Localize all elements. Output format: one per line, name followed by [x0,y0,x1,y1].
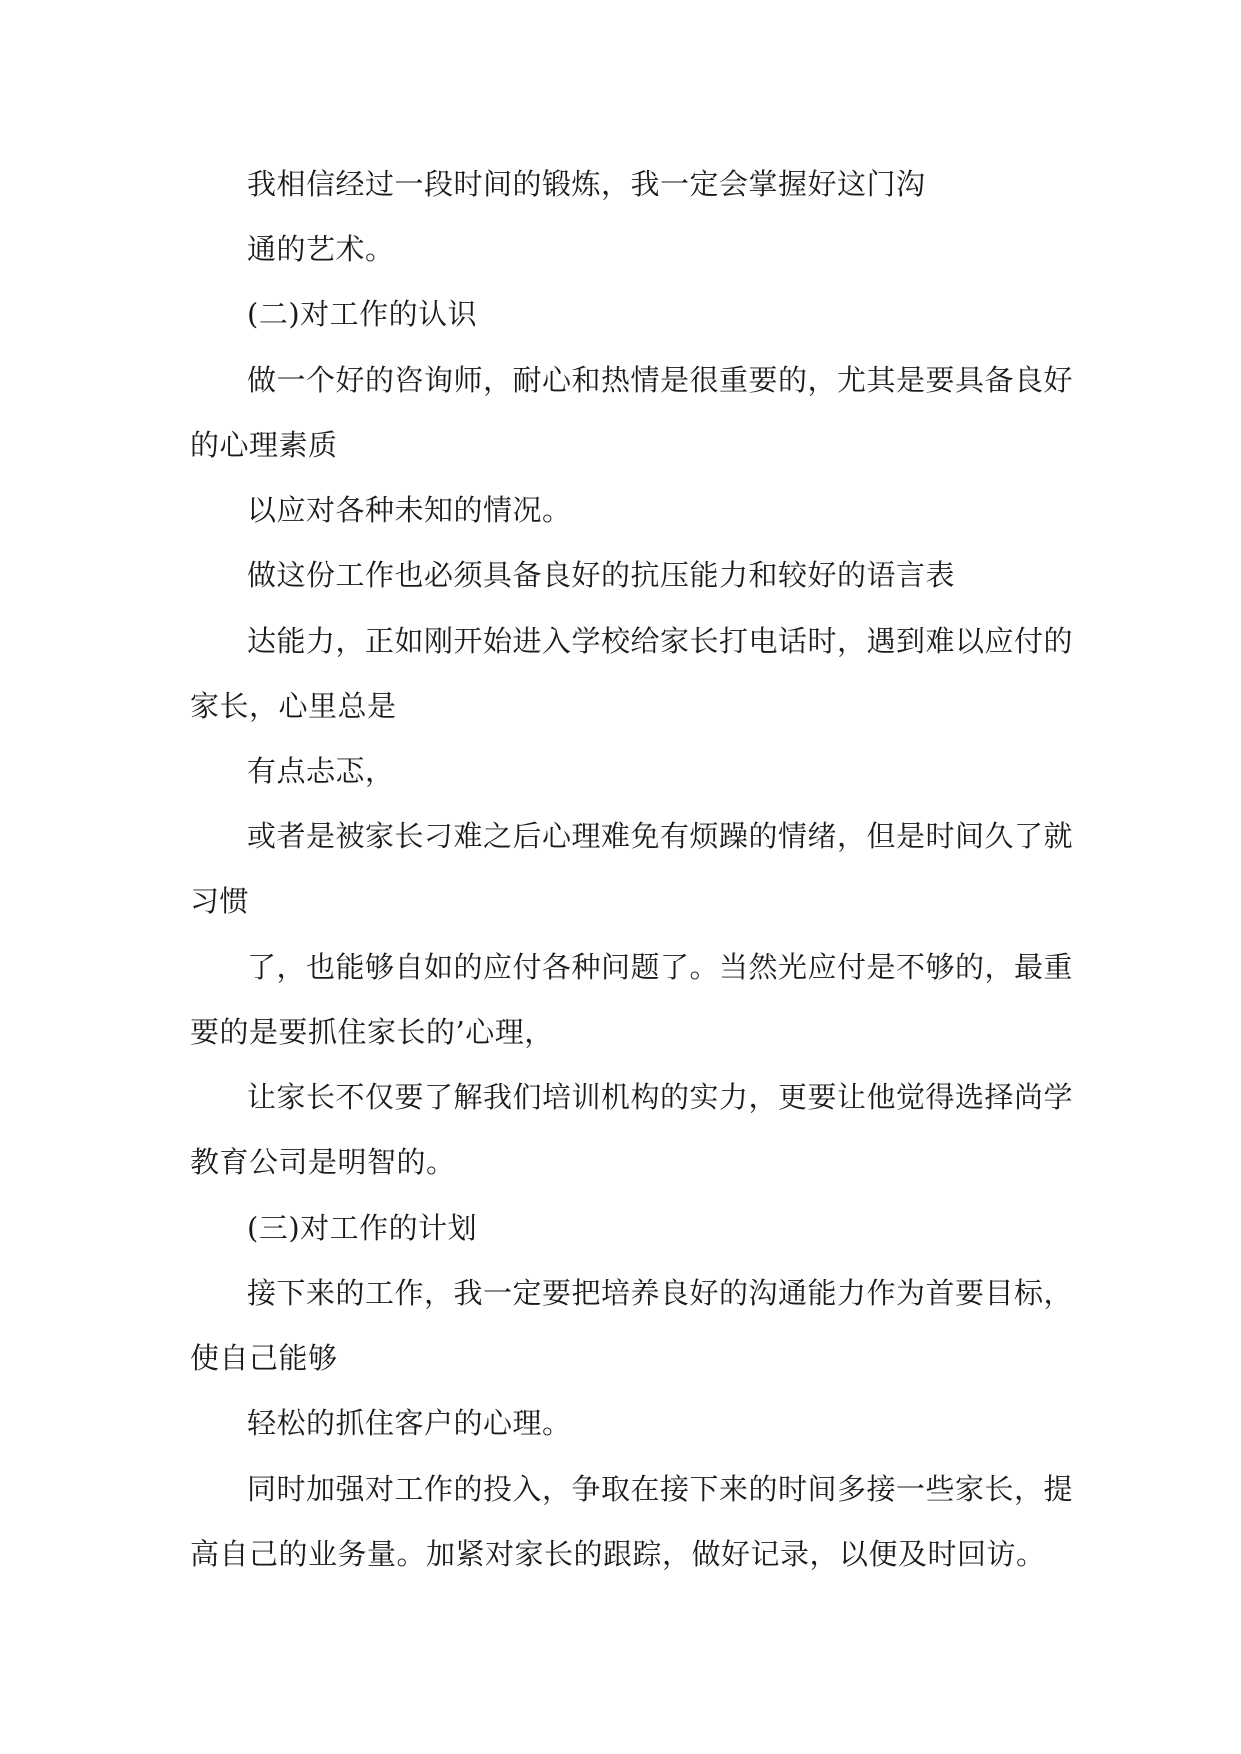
text-line: 做这份工作也必须具备良好的抗压能力和较好的语言表 [247,558,956,592]
text-line: 同时加强对工作的投入，争取在接下来的时间多接一些家长，提 [247,1472,1074,1506]
text-line: 达能力，正如刚开始进入学校给家长打电话时，遇到难以应付的 [247,624,1074,658]
text-line: 家长，心里总是 [190,689,397,723]
section-heading: (二)对工作的认识 [247,297,478,331]
text-line: 使自己能够 [190,1341,338,1375]
text-line: 我相信经过一段时间的锻炼，我一定会掌握好这门沟 [247,167,926,201]
text-line: 接下来的工作，我一定要把培养良好的沟通能力作为首要目标， [247,1276,1074,1310]
text-line: 以应对各种未知的情况。 [247,493,572,527]
text-line: 了，也能够自如的应付各种问题了。当然光应付是不够的，最重 [247,950,1074,984]
text-line: 教育公司是明智的。 [190,1145,456,1179]
text-line: 高自己的业务量。加紧对家长的跟踪，做好记录，以便及时回访。 [190,1537,1046,1571]
text-line: 做一个好的咨询师，耐心和热情是很重要的，尤其是要具备良好 [247,363,1074,397]
text-line: 轻松的抓住客户的心理。 [247,1406,572,1440]
text-line: 的心理素质 [190,428,338,462]
text-line: 通的艺术。 [247,232,395,266]
text-line: 有点忐忑， [247,754,395,788]
text-line: 让家长不仅要了解我们培训机构的实力，更要让他觉得选择尚学 [247,1080,1074,1114]
text-line: 或者是被家长刁难之后心理难免有烦躁的情绪，但是时间久了就 [247,819,1074,853]
section-heading: (三)对工作的计划 [247,1211,478,1245]
text-line: 习惯 [190,884,250,918]
text-line: 要的是要抓住家长的’心理， [190,1015,554,1049]
